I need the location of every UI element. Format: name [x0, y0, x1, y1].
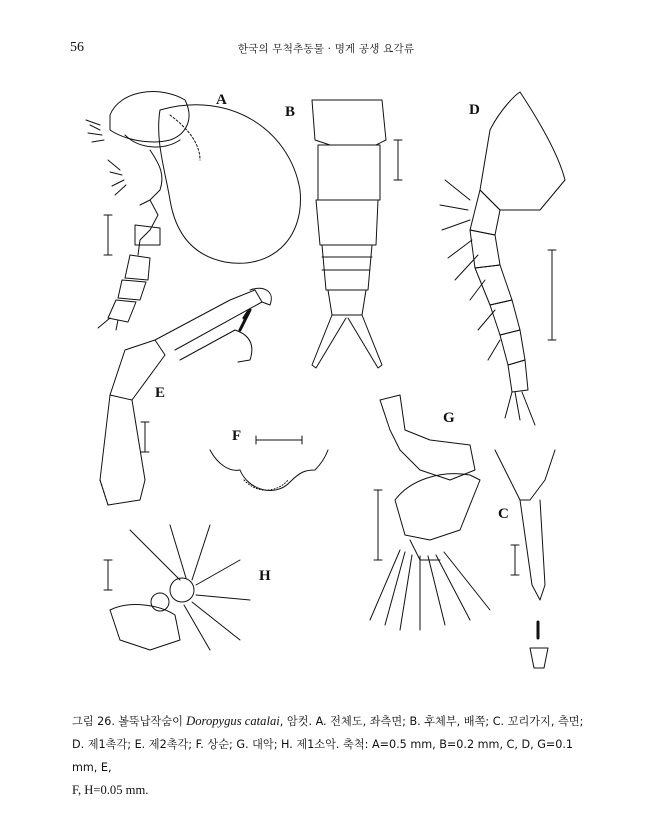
caption-species: Doropygus catalai	[186, 714, 280, 728]
caption-after-species: , 암컷. A. 전체도, 좌측면; B. 후체부, 배쪽; C. 꼬리가지, 측면;	[279, 715, 584, 728]
caption-line-3: F, H=0.05 mm.	[72, 783, 149, 797]
drawing-b-urosome	[312, 100, 402, 368]
drawing-a-habitus	[86, 92, 300, 330]
panel-label-h: H	[259, 568, 271, 584]
caption-common-name: 볼뚝납작숨이	[118, 715, 183, 728]
figure-caption	[72, 710, 592, 801]
caption-line-2: D. 제1촉각; E. 제2촉각; F. 상순; G. 대악; H. 제1소악. 축척: A=0.5 mm, B=0.2 mm, C, D, G=0.1 mm, E,	[72, 738, 574, 774]
panel-label-d: D	[469, 102, 480, 118]
drawing-c-caudal-ramus	[495, 450, 555, 668]
caption-prefix: 그림 26.	[72, 715, 115, 728]
page-number: 56	[70, 40, 84, 55]
panel-label-b: B	[285, 104, 296, 120]
drawing-h-maxillule	[104, 525, 250, 650]
panel-label-a: A	[216, 92, 227, 108]
drawing-f-labrum	[210, 436, 328, 491]
panel-label-e: E	[155, 385, 166, 401]
panel-label-g: G	[443, 410, 455, 426]
drawing-d-antennule	[440, 92, 565, 425]
drawing-g-mandible	[370, 395, 490, 630]
running-head: 한국의 무척추동물 · 명게 공생 요각류	[237, 43, 415, 55]
panel-label-f: F	[232, 428, 242, 444]
drawing-e-antenna	[100, 288, 271, 505]
panel-label-c: C	[498, 506, 509, 522]
